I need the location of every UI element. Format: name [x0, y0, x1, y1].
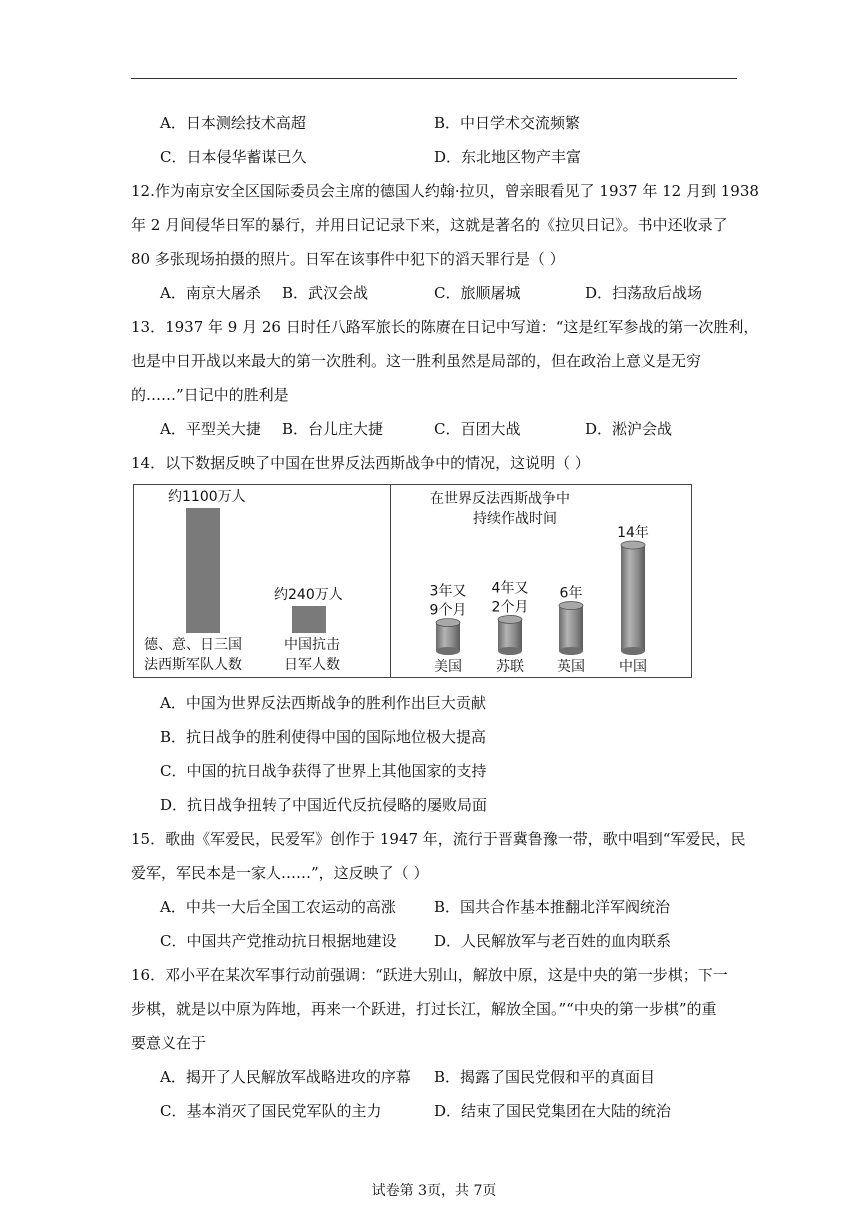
q12-stem-line2: 年 2 月间侵华日军的暴行，并用日记记录下来，这就是著名的《拉贝日记》。书中还收录了	[131, 216, 728, 234]
duration-category-苏联: 苏联	[496, 659, 524, 675]
q14-option-d: D．抗日战争扭转了中国近代反抗侵略的屡败局面	[160, 796, 488, 814]
q15-option-c: C．中国共产党推动抗日根据地建设	[160, 932, 397, 950]
duration-label-苏联-1: 4年又	[491, 580, 529, 597]
troop-bar-label-2: 约240万人	[274, 586, 343, 603]
q12-option-a: A．南京大屠杀	[160, 284, 261, 302]
q13-stem-line1: 13．1937 年 9 月 26 日时任八路军旅长的陈赓在日记中写道：“这是红军参战的第一次胜利，	[131, 318, 759, 336]
left-category-2-line2: 日军人数	[284, 657, 340, 673]
q13-stem-line2: 也是中日开战以来最大的第一次胜利。这一胜利虽然是局部的，但在政治上意义是无穷	[131, 352, 702, 370]
q11-option-b: B．中日学术交流频繁	[434, 114, 581, 132]
q13-option-c: C．百团大战	[434, 420, 521, 438]
q12-option-d: D．扫荡敌后战场	[585, 284, 703, 302]
q15-stem-line2: 爱军，军民本是一家人……”，这反映了（ ）	[131, 864, 429, 882]
right-chart-title-line2: 持续作战时间	[473, 511, 557, 527]
q15-option-b: B．国共合作基本推翻北洋军阀统治	[434, 898, 671, 916]
q15-option-d: D．人民解放军与老百姓的血肉联系	[434, 932, 672, 950]
duration-label-美国-2: 9个月	[429, 602, 467, 619]
duration-category-中国: 中国	[619, 659, 647, 675]
troop-bar-1	[186, 508, 220, 633]
q11-option-c: C．日本侵华蓄谋已久	[160, 148, 307, 166]
q16-option-c: C．基本消灭了国民党军队的主力	[160, 1102, 382, 1120]
q14-figure	[133, 484, 692, 678]
q14-option-a: A．中国为世界反法西斯战争的胜利作出巨大贡献	[160, 694, 486, 712]
q13-option-a: A．平型关大捷	[160, 420, 261, 438]
left-category-1-line1: 德、意、日三国	[144, 637, 242, 653]
q12-stem-line1: 12.作为南京安全区国际委员会主席的德国人约翰·拉贝，曾亲眼看见了 1937 年 12 月到 1938	[131, 182, 759, 200]
q14-stem: 14．以下数据反映了中国在世界反法西斯战争中的情况，这说明（ ）	[131, 454, 590, 472]
duration-label-苏联-2: 2个月	[491, 599, 529, 616]
duration-label-英国-1: 6年	[559, 585, 583, 602]
left-category-2-line1: 中国抗击	[284, 637, 340, 653]
q13-option-b: B．台儿庄大捷	[282, 420, 384, 438]
q13-stem-line3: 的……”日记中的胜利是	[131, 386, 289, 404]
q16-stem-line1: 16．邓小平在某次军事行动前强调：“跃进大别山，解放中原，这是中央的第一步棋；下一	[131, 966, 728, 984]
q14-option-b: B．抗日战争的胜利使得中国的国际地位极大提高	[160, 728, 487, 746]
duration-cylinders	[391, 485, 691, 677]
header-rule	[131, 78, 737, 79]
duration-label-中国-1: 14年	[617, 525, 649, 541]
q15-option-a: A．中共一大后全国工农运动的高涨	[160, 898, 396, 916]
q12-stem-line3: 80 多张现场拍摄的照片。日军在该事件中犯下的滔天罪行是（ ）	[131, 250, 565, 268]
q12-option-b: B．武汉会战	[282, 284, 369, 302]
duration-bar-苏联	[498, 615, 522, 655]
q16-stem-line2: 步棋，就是以中原为阵地，再来一个跃进，打过长江，解放全国。”“中央的第一步棋”的重	[131, 1000, 717, 1018]
page-footer: 试卷第 3页，共 7页	[371, 1183, 497, 1199]
troop-bar-label-1: 约1100万人	[168, 489, 246, 505]
duration-category-英国: 英国	[557, 659, 585, 675]
q16-option-a: A．揭开了人民解放军战略进攻的序幕	[160, 1068, 411, 1086]
q11-option-a: A．日本测绘技术高超	[160, 114, 306, 132]
q16-option-b: B．揭露了国民党假和平的真面目	[434, 1068, 656, 1086]
duration-category-美国: 美国	[434, 659, 462, 675]
q16-stem-line3: 要意义在于	[131, 1034, 207, 1052]
q11-option-d: D．东北地区物产丰富	[434, 148, 582, 166]
troop-bar-2	[292, 606, 326, 633]
q15-stem-line1: 15．歌曲《军爱民，民爱军》创作于 1947 年，流行于晋冀鲁豫一带，歌中唱到“军爱民，民	[131, 830, 746, 848]
left-category-1-line2: 法西斯军队人数	[144, 657, 242, 673]
right-chart-title-line1: 在世界反法西斯战争中	[430, 491, 570, 507]
q14-option-c: C．中国的抗日战争获得了世界上其他国家的支持	[160, 762, 487, 780]
q13-option-d: D．淞沪会战	[585, 420, 673, 438]
duration-bar-英国	[559, 602, 583, 655]
q16-option-d: D．结束了国民党集团在大陆的统治	[434, 1102, 672, 1120]
duration-bar-中国	[621, 541, 645, 655]
duration-bar-美国	[436, 619, 460, 655]
q12-option-c: C．旅顺屠城	[434, 284, 521, 302]
duration-label-美国-1: 3年又	[429, 583, 467, 600]
